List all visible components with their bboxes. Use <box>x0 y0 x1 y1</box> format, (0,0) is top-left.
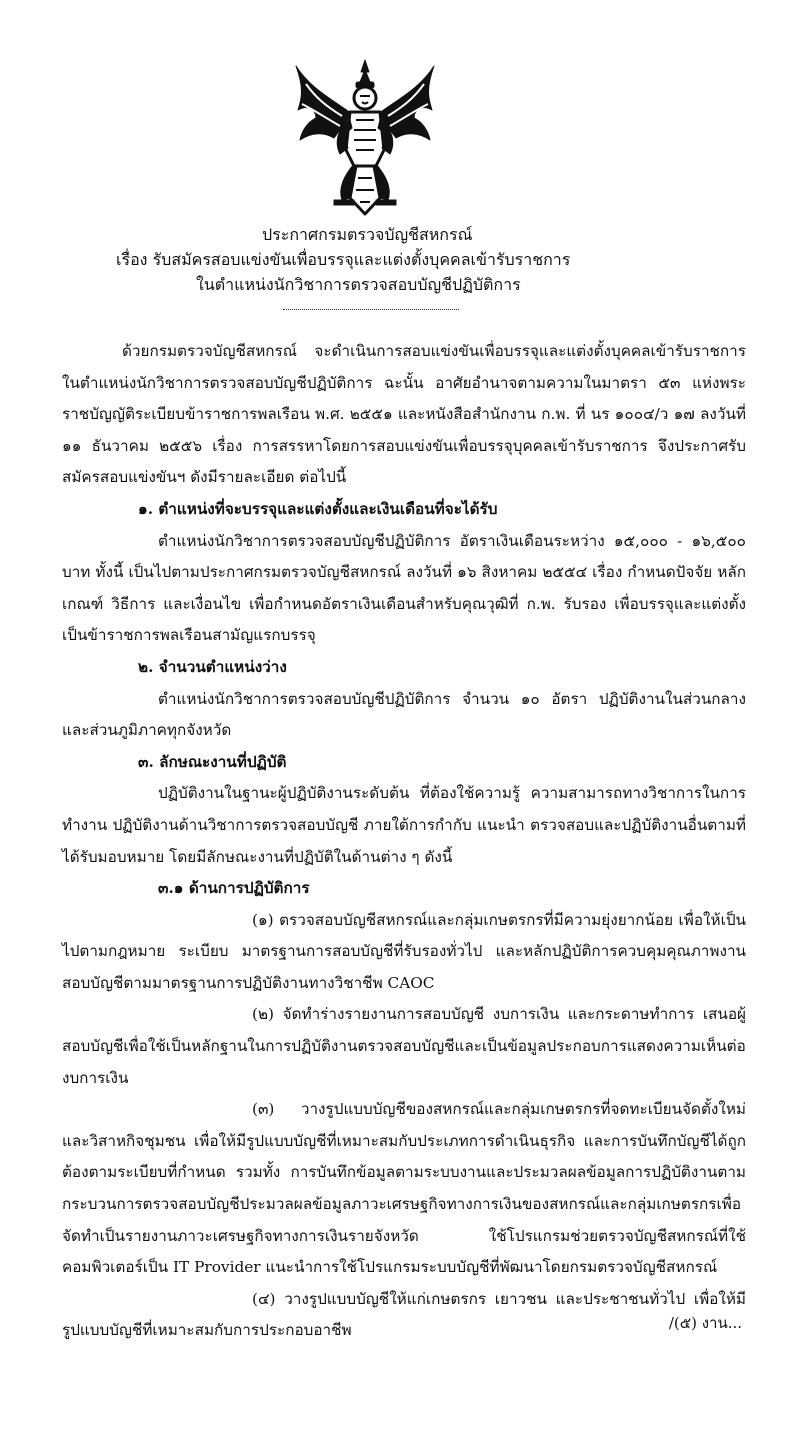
subsection-3-1-heading: ๓.๑ ด้านการปฏิบัติการ <box>158 879 310 898</box>
subsection-item-1: (๑) ตรวจสอบบัญชีสหกรณ์และกลุ่มเกษตรกรที่มีความยุ่งยากน้อย เพื่อให้เป็นไปตามกฎหมาย ระเบียบ มาตรฐานการสอบบัญชีที่รับรองทั่วไป และหลักปฏิบัติการควบคุมคุณภาพงานสอบบัญชีตามมาตรฐานการปฏิบัติงานทางวิชาชีพ CAOC <box>62 910 746 992</box>
section-2-text: ตำแหน่งนักวิชาการตรวจสอบบัญชีปฏิบัติการ จำนวน ๑๐ อัตรา ปฏิบัติงานในส่วนกลางและส่วนภูมิภาคทุกจังหวัด <box>62 689 746 740</box>
continuation-note: /(๕) งาน... <box>668 1314 742 1332</box>
announcement-title: ประกาศกรมตรวจบัญชีสหกรณ์ <box>262 225 473 244</box>
section-3-text: ปฏิบัติงานในฐานะผู้ปฏิบัติงานระดับต้น ที่ต้องใช้ความรู้ ความสามารถทางวิชาการในการทำงาน ปฏิบัติงานด้านวิชาการตรวจสอบบัญชี ภายใต้การกำกับ แนะนำ ตรวจสอบและปฏิบัติงานอื่นตามที่ได้รับมอบหมาย โดยมีลักษณะงานที่ปฏิบัติในด้านต่าง ๆ ดังนี้ <box>62 784 746 866</box>
announcement-position: ในตำแหน่งนักวิชาการตรวจสอบบัญชีปฏิบัติการ <box>196 275 521 294</box>
subsection-item-2: (๒) จัดทำร่างรายงานการสอบบัญชี งบการเงิน และกระดาษทำการ เสนอผู้สอบบัญชีเพื่อใช้เป็นหลักฐานในการปฏิบัติงานตรวจสอบบัญชีและเป็นข้อมูลประกอบการแสดงความเห็นต่องบการเงิน <box>62 1005 746 1087</box>
subsection-item-4: (๔) วางรูปแบบบัญชีให้แก่เกษตรกร เยาวชน และประชาชนทั่วไป เพื่อให้มีรูปแบบบัญชีที่เหมาะสมกับการประกอบอาชีพ <box>62 1289 746 1340</box>
dotted-divider <box>283 309 459 310</box>
section-1-text: ตำแหน่งนักวิชาการตรวจสอบบัญชีปฏิบัติการ อัตราเงินเดือนระหว่าง ๑๕,๐๐๐ - ๑๖,๕๐๐ บาท ทั้งนี้ เป็นไปตามประกาศกรมตรวจบัญชีสหกรณ์ ลงวันที่ ๑๖ สิงหาคม ๒๕๕๔ เรื่อง กำหนดปัจจัย หลักเกณฑ์ วิธีการ และเงื่อนไข เพื่อกำหนดอัตราเงินเดือนสำหรับคุณวุฒิที่ ก.พ. รับรอง เพื่อบรรจุและแต่งตั้งเป็นข้าราชการพลเรือนสามัญแรกบรรจุ <box>62 531 746 645</box>
title-block <box>0 222 800 297</box>
subsection-item-3: (๓) วางรูปแบบบัญชีของสหกรณ์และกลุ่มเกษตรกรที่จดทะเบียนจัดตั้งใหม่ และวิสาหกิจชุมชน เพื่อให้มีรูปแบบบัญชีที่เหมาะสมกับประเภทการดำเนินธุรกิจ และการบันทึกบัญชีได้ถูกต้องตามระเบียบที่กำหนด รวมทั้ง การบันทึกข้อมูลตามระบบงานและประมวลผลข้อมูลการปฏิบัติงานตามกระบวนการตรวจสอบบัญชีประมวลผลข้อมูลภาวะเศรษฐกิจทางการเงินของสหกรณ์และกลุ่มเกษตรกรเพื่อจัดทำเป็นรายงานภาวะเศรษฐกิจทางการเงินรายจังหวัด ใช้โปรแกรมช่วยตรวจบัญชีสหกรณ์ที่ใช้คอมพิวเตอร์เป็น IT Provider แนะนำการใช้โปรแกรมระบบบัญชีที่พัฒนาโดยกรมตรวจบัญชีสหกรณ์ <box>62 1100 746 1277</box>
section-1-heading: ๑. ตำแหน่งที่จะบรรจุและแต่งตั้งและเงินเดือนที่จะได้รับ <box>138 499 498 518</box>
section-3-heading: ๓. ลักษณะงานที่ปฏิบัติ <box>138 752 287 771</box>
document-body <box>62 336 746 1347</box>
intro-paragraph: ด้วยกรมตรวจบัญชีสหกรณ์ จะดำเนินการสอบแข่งขันเพื่อบรรจุและแต่งตั้งบุคคลเข้ารับราชการ ในตำแหน่งนักวิชาการตรวจสอบบัญชีปฏิบัติการ ฉะนั้น อาศัยอำนาจตามความในมาตรา ๕๓ แห่งพระราชบัญญัติระเบียบข้าราชการพลเรือน พ.ศ. ๒๕๕๑ และหนังสือสำนักงาน ก.พ. ที่ นร ๑๐๐๔/ว ๑๗ ลงวันที่ ๑๑ ธันวาคม ๒๕๕๖ เรื่อง การสรรหาโดยการสอบแข่งขันเพื่อบรรจุบุคคลเข้ารับราชการ จึงประกาศรับสมัครสอบแข่งขันฯ ดังมีรายละเอียด ต่อไปนี้ <box>62 342 746 487</box>
announcement-subject: เรื่อง รับสมัครสอบแข่งขันเพื่อบรรจุและแต่งตั้งบุคคลเข้ารับราชการ <box>116 250 571 269</box>
garuda-emblem-icon <box>290 58 440 218</box>
section-2-heading: ๒. จำนวนตำแหน่งว่าง <box>138 657 287 676</box>
